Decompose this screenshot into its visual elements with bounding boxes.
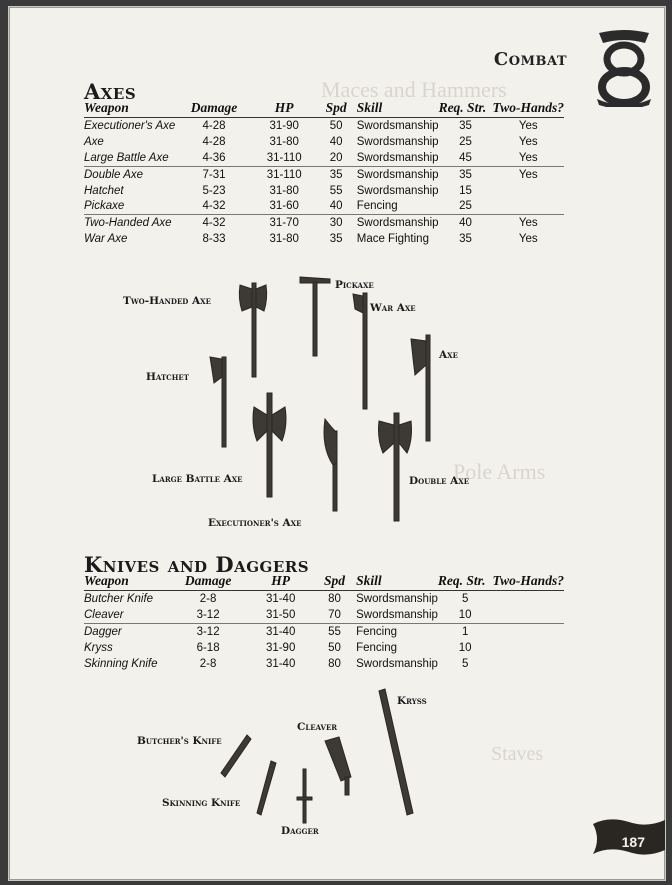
- col-header: Spd: [313, 573, 356, 591]
- page-number: 187: [621, 834, 645, 850]
- hp: 31-50: [265, 608, 296, 621]
- weapon-name: Large Battle Axe: [84, 151, 169, 164]
- damage: 4-32: [175, 215, 253, 231]
- weapon-name: Kryss: [84, 641, 113, 654]
- damage: 5-23: [202, 184, 226, 197]
- req-str: 35: [459, 119, 472, 132]
- col-header: HP: [248, 573, 312, 591]
- manual-page: [8, 6, 666, 881]
- skill: Swordsmanship: [356, 608, 438, 621]
- label-double-axe: Double Axe: [409, 475, 470, 487]
- hp: 31-40: [248, 623, 312, 639]
- speed: 35: [329, 233, 343, 246]
- col-header: Skill: [356, 573, 438, 591]
- label-cleaver: Cleaver: [297, 721, 338, 733]
- col-header: Damage: [168, 573, 249, 591]
- col-header: Req. Str.: [438, 573, 493, 591]
- label-kryss: Kryss: [397, 695, 427, 707]
- req-str: 45: [459, 151, 472, 164]
- skill: Fencing: [356, 623, 438, 639]
- two-hands: Yes: [518, 135, 538, 148]
- damage: 2-8: [199, 592, 217, 605]
- damage: 7-31: [175, 166, 253, 182]
- damage: 3-12: [196, 608, 220, 621]
- label-executioners-axe: Executioner's Axe: [208, 517, 302, 529]
- label-hatchet: Hatchet: [146, 371, 189, 383]
- hp: 31-80: [269, 135, 299, 148]
- speed: 55: [313, 623, 356, 639]
- two-hands: Yes: [518, 151, 538, 164]
- speed: 50: [329, 119, 343, 132]
- speed: 50: [328, 641, 341, 654]
- req-str: 25: [459, 135, 472, 148]
- col-header: Skill: [357, 100, 439, 118]
- label-axe: Axe: [439, 349, 458, 361]
- req-str: 10: [458, 641, 472, 654]
- skill: Mace Fighting: [356, 233, 429, 246]
- hp: 31-80: [269, 233, 299, 246]
- hp: 31-70: [253, 215, 316, 231]
- label-butchers-knife: Butcher's Knife: [137, 735, 222, 747]
- label-war-axe: War Axe: [370, 302, 416, 314]
- hp: 31-110: [266, 151, 302, 164]
- speed: 40: [329, 135, 343, 148]
- skill: Fencing: [356, 641, 398, 654]
- col-header: Two-Hands?: [492, 100, 564, 118]
- damage: 6-18: [196, 641, 220, 654]
- col-header: Weapon: [84, 100, 175, 118]
- col-header: Spd: [316, 100, 357, 118]
- col-header: Req. Str.: [439, 100, 493, 118]
- label-pickaxe: Pickaxe: [335, 279, 374, 291]
- weapon-name: Double Axe: [84, 166, 175, 182]
- weapon-name: Cleaver: [84, 608, 124, 621]
- req-str: 5: [461, 592, 469, 605]
- speed: 55: [329, 184, 343, 197]
- damage: 4-36: [202, 151, 226, 164]
- weapon-name: Pickaxe: [84, 200, 125, 213]
- axes-section-title: Axes: [84, 79, 137, 104]
- req-str: 5: [461, 657, 469, 670]
- two-hands: Yes: [518, 233, 538, 246]
- weapon-name: Two-Handed Axe: [84, 215, 175, 231]
- col-header: HP: [253, 100, 316, 118]
- hp: 31-40: [265, 592, 296, 605]
- bleed-through-heading: Pole Arms: [453, 459, 546, 484]
- weapon-name: Axe: [84, 135, 104, 148]
- weapon-name: Hatchet: [84, 184, 124, 197]
- bleed-through-heading: Maces and Hammers: [321, 77, 507, 102]
- page-header-title: Combat: [493, 49, 567, 70]
- damage: 3-12: [168, 623, 249, 639]
- skill: Swordsmanship: [356, 184, 439, 197]
- skill: Swordsmanship: [356, 119, 439, 132]
- damage: 4-28: [202, 119, 226, 132]
- req-str: 35: [439, 166, 493, 182]
- weapon-name: War Axe: [84, 233, 128, 246]
- speed: 30: [316, 215, 357, 231]
- two-hands: Yes: [492, 166, 564, 182]
- hp: 31-80: [269, 184, 299, 197]
- skill: Swordsmanship: [356, 592, 438, 605]
- label-large-battle-axe: Large Battle Axe: [152, 473, 243, 485]
- weapon-name: Dagger: [84, 623, 168, 639]
- req-str: 10: [458, 608, 472, 621]
- two-hands: Yes: [518, 119, 538, 132]
- req-str: 1: [438, 623, 493, 639]
- req-str: 40: [439, 215, 493, 231]
- skinning-knife-icon: [257, 761, 276, 815]
- cleaver-icon: [325, 737, 351, 795]
- hp: 31-60: [269, 200, 299, 213]
- speed: 70: [328, 608, 341, 621]
- speed: 80: [328, 657, 341, 670]
- skill: Swordsmanship: [357, 166, 439, 182]
- req-str: 35: [459, 233, 472, 246]
- label-skinning-knife: Skinning Knife: [162, 797, 241, 809]
- skill: Swordsmanship: [357, 215, 439, 231]
- col-header: Weapon: [84, 573, 168, 591]
- knives-illustration: [9, 7, 665, 880]
- hp: 31-90: [265, 641, 296, 654]
- col-header: Two-Hands?: [492, 573, 564, 591]
- col-header: Damage: [175, 100, 253, 118]
- damage: 4-32: [202, 200, 226, 213]
- butchers-knife-icon: [221, 735, 251, 777]
- hp: 31-110: [253, 166, 316, 182]
- damage: 8-33: [202, 233, 226, 246]
- weapon-name: Skinning Knife: [84, 657, 158, 670]
- dagger-icon: [297, 769, 312, 823]
- req-str: 15: [459, 184, 472, 197]
- speed: 20: [329, 151, 343, 164]
- skill: Swordsmanship: [356, 135, 439, 148]
- bleed-through-heading: Staves: [491, 743, 544, 765]
- label-dagger: Dagger: [281, 825, 319, 837]
- skill: Swordsmanship: [356, 657, 438, 670]
- damage: 2-8: [199, 657, 217, 670]
- hp: 31-40: [265, 657, 296, 670]
- speed: 35: [316, 166, 357, 182]
- two-hands: Yes: [492, 215, 564, 231]
- label-two-handed-axe: Two-Handed Axe: [123, 295, 211, 307]
- weapon-name: Butcher Knife: [84, 592, 154, 605]
- hp: 31-90: [269, 119, 299, 132]
- speed: 80: [328, 592, 341, 605]
- knives-section-title: Knives and Daggers: [84, 552, 310, 577]
- req-str: 25: [459, 200, 472, 213]
- skill: Swordsmanship: [356, 151, 439, 164]
- skill: Fencing: [356, 200, 398, 213]
- weapon-name: Executioner's Axe: [84, 119, 176, 132]
- damage: 4-28: [202, 135, 226, 148]
- speed: 40: [329, 200, 343, 213]
- kryss-icon: [379, 689, 413, 815]
